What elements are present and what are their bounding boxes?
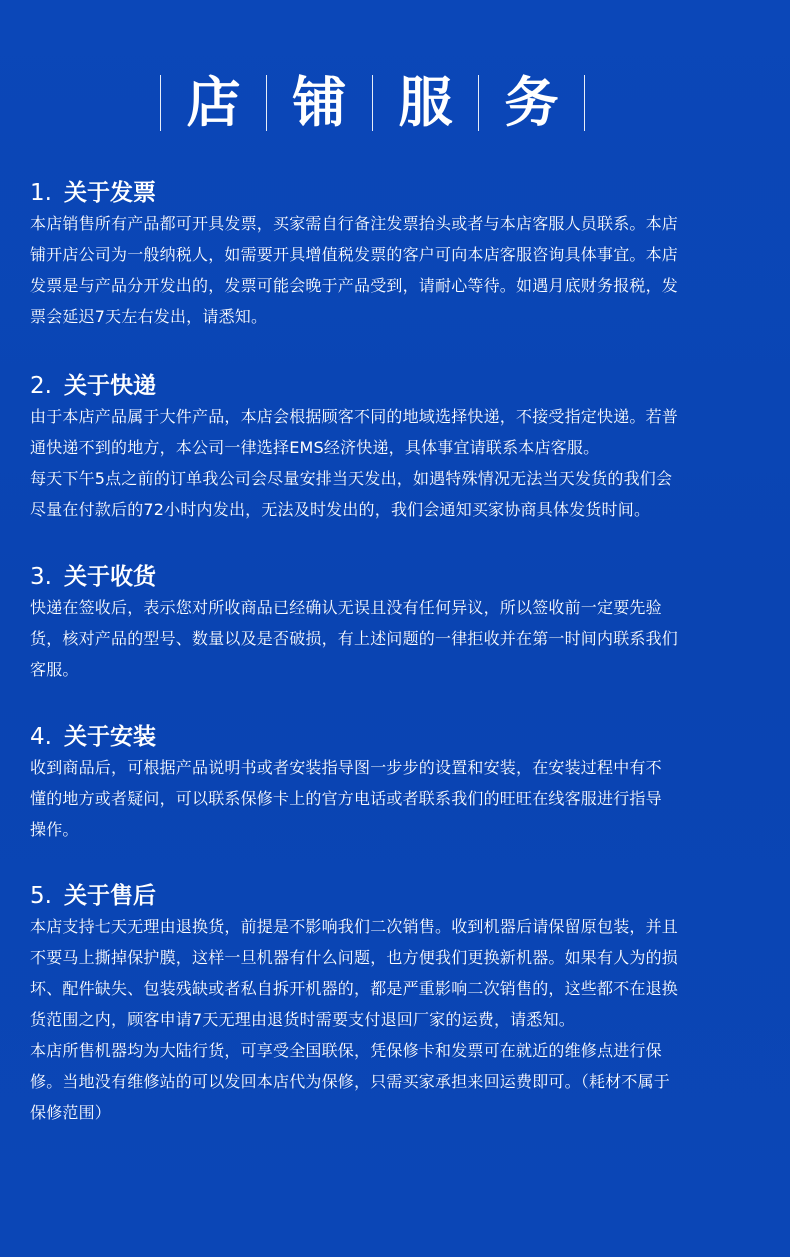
section-installation xyxy=(30,722,765,845)
section-heading xyxy=(30,178,765,208)
paragraph-line: 本店销售所有产品都可开具发票，买家需自行备注发票抬头或者与本店客服人员联系。本店 xyxy=(30,214,679,233)
section-heading-text: 关于发票 xyxy=(63,180,156,206)
title-char: 铺 xyxy=(292,71,347,134)
section-heading-text: 关于售后 xyxy=(63,883,156,909)
section-number: 5. xyxy=(30,883,52,909)
section-delivery xyxy=(30,371,765,525)
title-divider xyxy=(266,75,267,131)
paragraph-line: 本店所售机器均为大陆行货，可享受全国联保，凭保修卡和发票可在就近的维修点进行保 xyxy=(30,1041,662,1060)
section-number: 1. xyxy=(30,180,52,206)
paragraph-line: 票会延迟7天左右发出，请悉知。 xyxy=(30,307,268,326)
paragraph-line: 坏、配件缺失、包装残缺或者私自拆开机器的，都是严重影响二次销售的，这些都不在退换 xyxy=(30,979,679,998)
paragraph-line: 懂的地方或者疑问，可以联系保修卡上的官方电话或者联系我们的旺旺在线客服进行指导 xyxy=(30,789,662,808)
title-divider xyxy=(160,75,161,131)
paragraph-line: 本店支持七天无理由退换货，前提是不影响我们二次销售。收到机器后请保留原包装，并且 xyxy=(30,917,679,936)
section-invoice xyxy=(30,178,765,332)
title-char: 店 xyxy=(186,71,241,134)
section-heading-text: 关于安装 xyxy=(63,724,156,750)
title-divider xyxy=(372,75,373,131)
section-receiving xyxy=(30,562,765,685)
title-char: 服 xyxy=(398,71,453,134)
page-title xyxy=(160,72,585,134)
paragraph-line: 不要马上撕掉保护膜，这样一旦机器有什么问题，也方便我们更换新机器。如果有人为的损 xyxy=(30,948,679,967)
section-heading xyxy=(30,562,765,592)
paragraph-line: 尽量在付款后的72小时内发出，无法及时发出的，我们会通知买家协商具体发货时间。 xyxy=(30,500,651,519)
paragraph-line: 每天下午5点之前的订单我公司会尽量安排当天发出，如遇特殊情况无法当天发货的我们会 xyxy=(30,469,673,488)
section-number: 2. xyxy=(30,373,52,399)
paragraph-line: 通快递不到的地方，本公司一律选择EMS经济快递，具体事宜请联系本店客服。 xyxy=(30,438,600,457)
paragraph-line: 操作。 xyxy=(30,820,79,839)
paragraph-line: 修。当地没有维修站的可以发回本店代为保修，只需买家承担来回运费即可。（耗材不属于 xyxy=(30,1072,671,1091)
paragraph-line: 货范围之内，顾客申请7天无理由退货时需要支付退回厂家的运费，请悉知。 xyxy=(30,1010,575,1029)
title-char: 务 xyxy=(504,71,559,134)
paragraph-line: 快递在签收后，表示您对所收商品已经确认无误且没有任何异议，所以签收前一定要先验 xyxy=(30,598,662,617)
section-after-sales xyxy=(30,881,765,1128)
paragraph-line: 客服。 xyxy=(30,660,79,679)
paragraph-line: 铺开店公司为一般纳税人，如需要开具增值税发票的客户可向本店客服咨询具体事宜。本店 xyxy=(30,245,679,264)
paragraph-line: 收到商品后，可根据产品说明书或者安装指导图一步步的设置和安装，在安装过程中有不 xyxy=(30,758,662,777)
paragraph-line: 货，核对产品的型号、数量以及是否破损，有上述问题的一律拒收并在第一时间内联系我们 xyxy=(30,629,679,648)
paragraph-line: 保修范围） xyxy=(30,1103,112,1122)
section-heading-text: 关于收货 xyxy=(63,564,156,590)
title-divider xyxy=(478,75,479,131)
paragraph-line: 发票是与产品分开发出的，发票可能会晚于产品受到，请耐心等待。如遇月底财务报税，发 xyxy=(30,276,679,295)
section-heading xyxy=(30,722,765,752)
section-heading xyxy=(30,371,765,401)
paragraph-line: 由于本店产品属于大件产品，本店会根据顾客不同的地域选择快递，不接受指定快递。若普 xyxy=(30,407,679,426)
section-number: 4. xyxy=(30,724,52,750)
section-heading xyxy=(30,881,765,911)
section-number: 3. xyxy=(30,564,52,590)
section-heading-text: 关于快递 xyxy=(63,373,156,399)
title-divider xyxy=(584,75,585,131)
